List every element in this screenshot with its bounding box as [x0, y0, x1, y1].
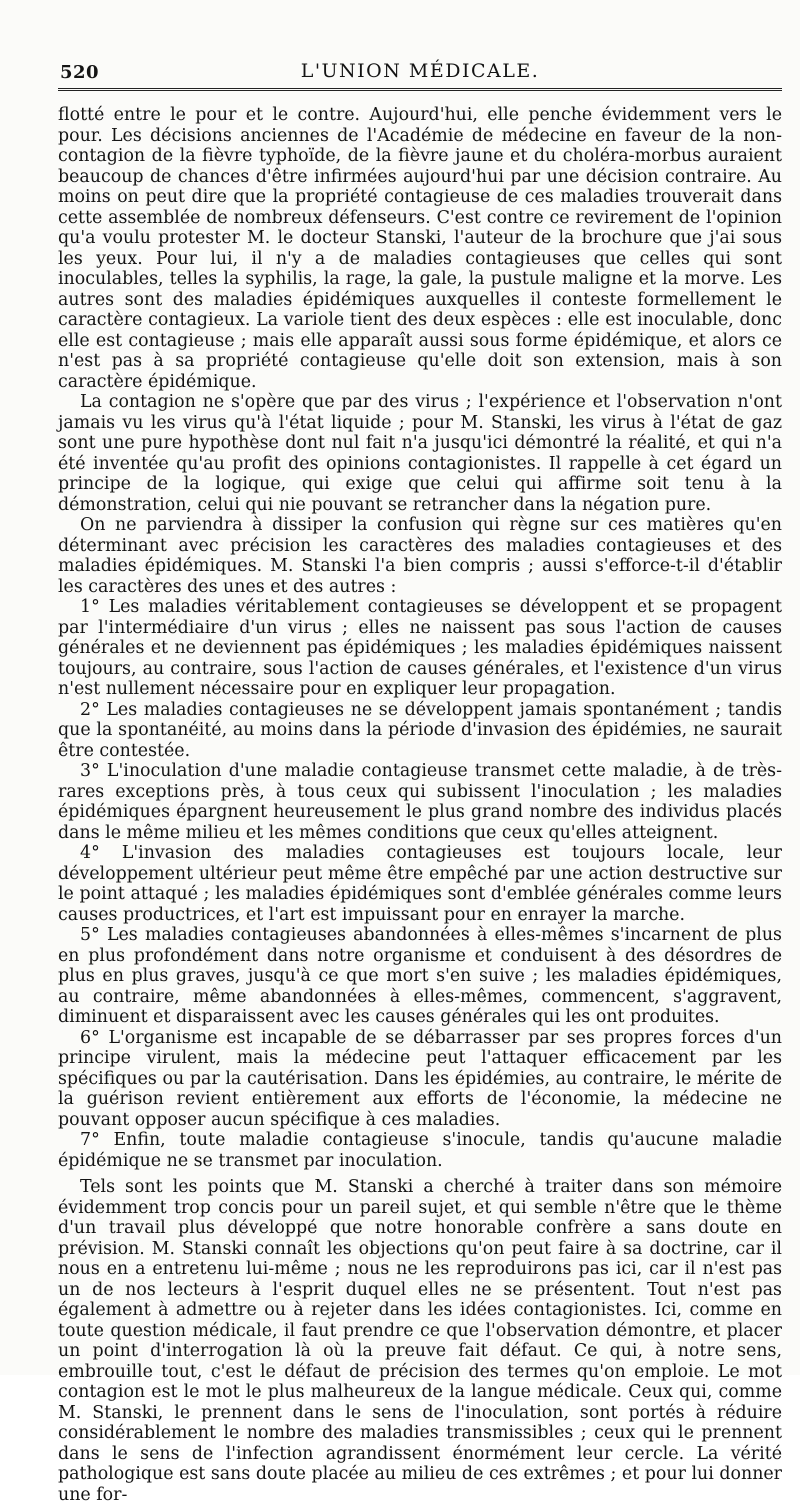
list-item: 5° Les maladies contagieuses abandonnées à elles-mêmes s'incarnent de plus en plus profondément dans notre organisme et conduisent à des désordres de plus en plus graves, jusqu'à ce que mort s'en suive ; les maladies épidémiques, au contraire, même abandonnées à elles-mêmes, commencent, s'aggravent, diminuent et disparaissent avec les causes générales qui les ont produites. [58, 925, 782, 1027]
article-body [58, 105, 782, 1505]
paragraph: Tels sont les points que M. Stanski a cherché à traiter dans son mémoire évidemment trop concis pour un pareil sujet, et qui semble n'être que le thème d'un travail plus développé que notre honorable confrère a sans doute en prévision. M. Stanski connaît les objections qu'on peut faire à sa doctrine, car il nous en a entretenu lui-même ; nous ne les reproduirons pas ici, car il n'est pas un de nos lecteurs à l'esprit duquel elles ne se présentent. Tout n'est pas également à admettre ou à rejeter dans les idées contagionistes. Ici, comme en toute question médicale, il faut prendre ce que l'observation démontre, et placer un point d'interrogation là où la preuve fait défaut. Ce qui, à notre sens, embrouille tout, c'est le défaut de précision des termes qu'on emploie. Le mot contagion est le mot le plus malheureux de la langue médicale. Ceux qui, comme M. Stanski, le prennent dans le sens de l'inoculation, sont portés à réduire considérablement le nombre des maladies transmissibles ; ceux qui le prennent dans le sens de l'infection agrandissent énormément leur cercle. La vérité pathologique est sans doute placée au milieu de ces extrêmes ; et pour lui donner une for- [58, 1177, 782, 1505]
paragraph: flotté entre le pour et le contre. Aujourd'hui, elle penche évidemment vers le pour. Les décisions anciennes de l'Académie de médecine en faveur de la non-contagion de la fièvre typhoïde, de la fièvre jaune et du choléra-morbus auraient beaucoup de chances d'être infirmées aujourd'hui par une décision contraire. Au moins on peut dire que la propriété contagieuse de ces maladies trouverait dans cette assemblée de nombreux défenseurs. C'est contre ce revirement de l'opinion qu'a voulu protester M. le docteur Stanski, l'auteur de la brochure que j'ai sous les yeux. Pour lui, il n'y a de maladies contagieuses que celles qui sont inoculables, telles la syphilis, la rage, la gale, la pustule maligne et la morve. Les autres sont des maladies épidémiques auxquelles il conteste formellement le caractère contagieux. La variole tient des deux espèces : elle est inoculable, donc elle est contagieuse ; mais elle apparaît aussi sous forme épidémique, et alors ce n'est pas à sa propriété contagieuse qu'elle doit son extension, mais à son caractère épidémique. [58, 105, 782, 392]
running-title: L'UNION MÉDICALE. [300, 60, 540, 82]
list-item: 2° Les maladies contagieuses ne se développent jamais spontanément ; tandis que la spontanéité, au moins dans la période d'invasion des épidémies, ne saurait être contestée. [58, 699, 782, 761]
paragraph: La contagion ne s'opère que par des virus ; l'expérience et l'observation n'ont jamais vu les virus qu'à l'état liquide ; pour M. Stanski, les virus à l'état de gaz sont une pure hypothèse dont nul fait n'a jusqu'ici démontré la réalité, et qui n'a été inventée qu'au profit des opinions contagionistes. Il rappelle à cet égard un principe de la logique, qui exige que celui qui affirme soit tenu à la démonstration, celui qui nie pouvant se retrancher dans la négation pure. [58, 392, 782, 515]
page-header [58, 58, 782, 91]
list-item: 7° Enfin, toute maladie contagieuse s'inocule, tandis qu'aucune maladie épidémique ne se transmet par inoculation. [58, 1130, 782, 1171]
list-item: 3° L'inoculation d'une maladie contagieuse transmet cette maladie, à de très-rares exceptions près, à tous ceux qui subissent l'inoculation ; les maladies épidémiques épargnent heureusement le plus grand nombre des individus placés dans le même milieu et les mêmes conditions que ceux qu'elles atteignent. [58, 761, 782, 843]
list-item: 1° Les maladies véritablement contagieuses se développent et se propagent par l'intermédiaire d'un virus ; elles ne naissent pas sous l'action de causes générales et ne deviennent pas épidémiques ; les maladies épidémiques naissent toujours, au contraire, sous l'action de causes générales, et l'existence d'un virus n'est nullement nécessaire pour en expliquer leur propagation. [58, 597, 782, 699]
paragraph: On ne parviendra à dissiper la confusion qui règne sur ces matières qu'en déterminant avec précision les caractères des maladies contagieuses et des maladies épidémiques. M. Stanski l'a bien compris ; aussi s'efforce-t-il d'établir les caractères des unes et des autres : [58, 515, 782, 597]
page-number: 520 [60, 62, 100, 83]
list-item: 6° L'organisme est incapable de se débarrasser par ses propres forces d'un principe virulent, mais la médecine peut l'attaquer efficacement par les spécifiques ou par la cautérisation. Dans les épidémies, au contraire, le mérite de la guérison revient entièrement aux efforts de l'économie, la médecine ne pouvant opposer aucun spécifique à ces maladies. [58, 1027, 782, 1130]
list-item: 4° L'invasion des maladies contagieuses est toujours locale, leur développement ultérieur peut même être empêché par une action destructive sur le point attaqué ; les maladies épidémiques sont d'emblée générales comme leurs causes productrices, et l'art est impuissant pour en enrayer la marche. [58, 843, 782, 925]
